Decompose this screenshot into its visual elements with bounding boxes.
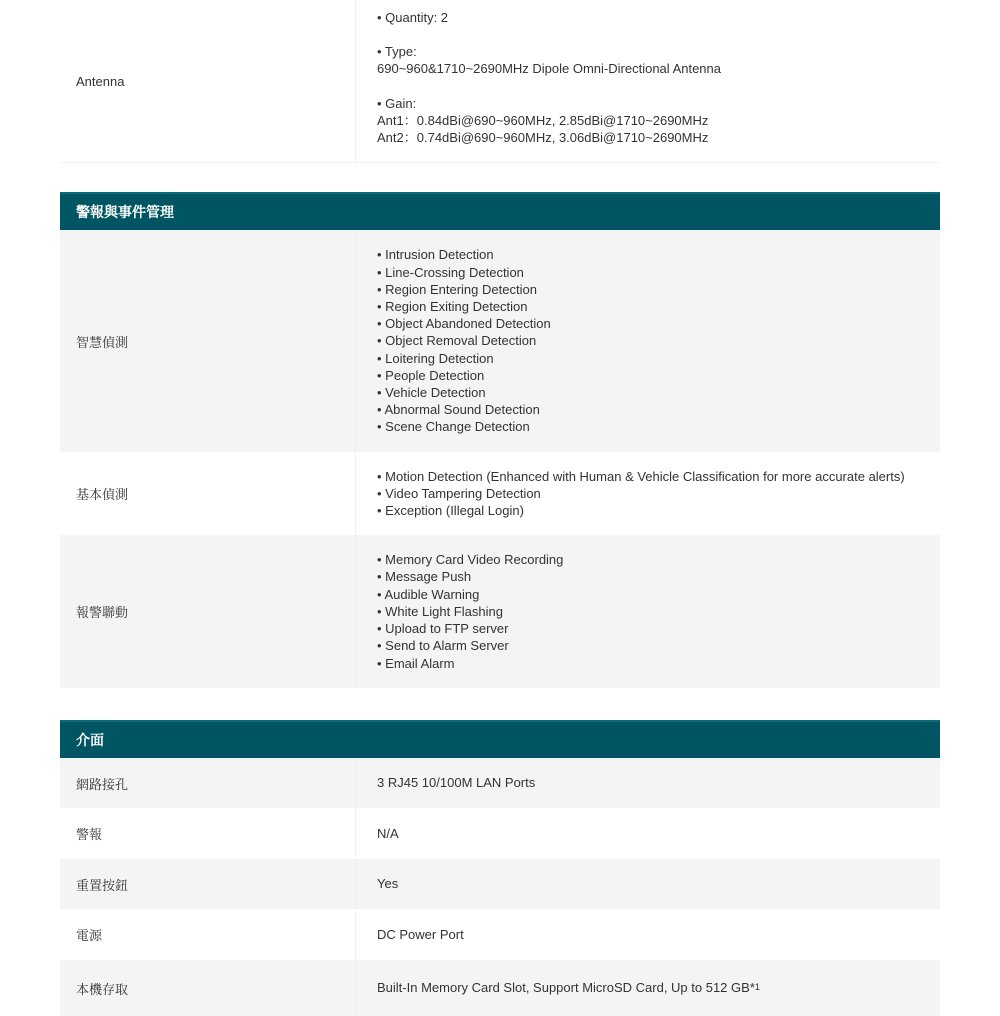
spec-label: 智慧偵測 [60, 230, 356, 452]
list-item: • Abnormal Sound Detection [377, 402, 540, 418]
spec-row-local-storage [60, 960, 940, 1016]
spec-value [356, 0, 940, 162]
spec-label: 網路接孔 [60, 758, 356, 808]
antenna-gain-ant2: Ant2：0.74dBi@690~960MHz, 3.06dBi@1710~2690MHz [377, 130, 709, 146]
spec-row-alarm [60, 808, 940, 859]
antenna-gain-ant1: Ant1：0.84dBi@690~960MHz, 2.85dBi@1710~2690MHz [377, 112, 709, 128]
spec-label: 警報 [60, 808, 356, 859]
list-item: • Memory Card Video Recording [377, 552, 564, 568]
list-item: • Send to Alarm Server [377, 638, 509, 654]
list-item: • Vehicle Detection [377, 385, 486, 400]
antenna-gain-label: • Gain: [377, 95, 417, 111]
spec-label: Antenna [60, 0, 356, 162]
spec-row-reset-button [60, 859, 940, 909]
antenna-type-value: 690~960&1710~2690MHz Dipole Omni-Directional Antenna [377, 61, 721, 77]
alarm-event-table [60, 192, 940, 688]
interface-table [60, 720, 940, 1016]
spec-label: 基本偵測 [60, 452, 356, 535]
spec-label: 重置按鈕 [60, 859, 356, 909]
spec-row-power [60, 909, 940, 960]
spec-row-antenna [60, 0, 940, 163]
list-item: • Region Entering Detection [377, 281, 537, 297]
list-item: • People Detection [377, 367, 485, 383]
spec-value [356, 960, 940, 1016]
antenna-table [60, 0, 940, 163]
list-item: • Audible Warning [377, 586, 480, 602]
spec-row-alarm-linkage [60, 535, 940, 688]
list-item: • Exception (Illegal Login) [377, 503, 524, 519]
spec-value-list [356, 535, 940, 688]
list-item: • Message Push [377, 569, 472, 585]
list-item: • Intrusion Detection [377, 247, 494, 263]
storage-value-text: Built-In Memory Card Slot, Support MicroSD Card, Up to 512 GB* [377, 980, 755, 996]
section-header-alarm-event: 警報與事件管理 [60, 192, 940, 230]
footnote-marker: 1 [754, 982, 760, 993]
spec-row-smart-detection [60, 230, 940, 452]
spec-value: N/A [377, 825, 399, 841]
section-header-interface: 介面 [60, 720, 940, 758]
list-item: • Object Removal Detection [377, 333, 537, 349]
spec-label: 電源 [60, 909, 356, 960]
spec-value-list [356, 230, 940, 452]
list-item: • Line-Crossing Detection [377, 264, 524, 280]
spec-label: 報警聯動 [60, 535, 356, 688]
list-item: • Video Tampering Detection [377, 485, 541, 501]
list-item: • Region Exiting Detection [377, 298, 528, 314]
antenna-type-label: • Type: [377, 44, 417, 60]
list-item: • Loitering Detection [377, 350, 494, 366]
spec-value: 3 RJ45 10/100M LAN Ports [377, 775, 536, 791]
spec-row-network-port [60, 758, 940, 808]
list-item: • Object Abandoned Detection [377, 316, 551, 332]
antenna-quantity: • Quantity: 2 [377, 10, 449, 25]
list-item: • Scene Change Detection [377, 419, 530, 435]
list-item: • Email Alarm [377, 655, 455, 671]
list-item: • Upload to FTP server [377, 621, 509, 637]
spec-value: DC Power Port [377, 926, 464, 942]
spec-label: 本機存取 [60, 960, 356, 1016]
spec-value: Yes [377, 876, 399, 892]
spec-value-list [356, 452, 940, 535]
list-item: • Motion Detection (Enhanced with Human & Vehicle Classification for more accurate alerts) [377, 468, 905, 484]
spec-row-basic-detection [60, 452, 940, 535]
list-item: • White Light Flashing [377, 603, 503, 619]
